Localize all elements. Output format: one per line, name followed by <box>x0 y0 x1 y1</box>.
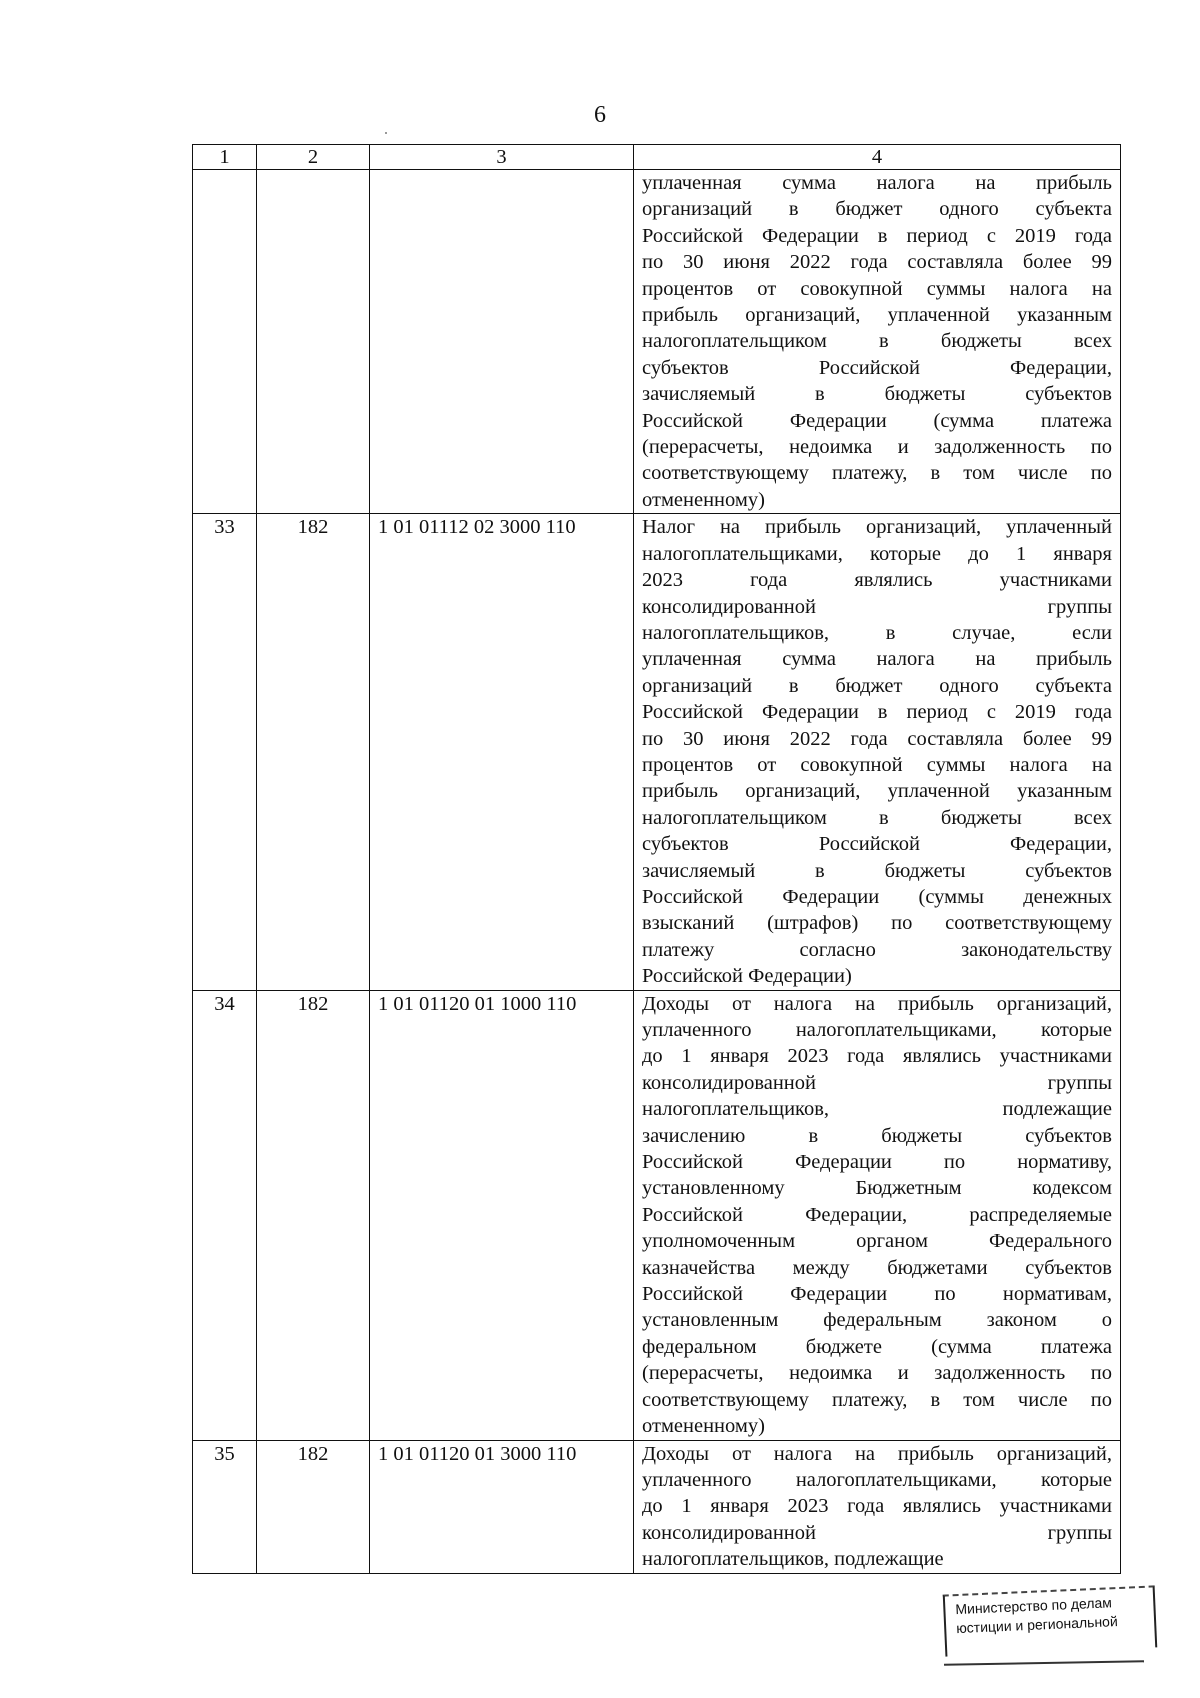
description-line: (перерасчеты, недоимка и задолженность по <box>642 1362 1112 1385</box>
stamp-line-1: Министерство по делам <box>955 1594 1113 1618</box>
description-line: казначейства между бюджетами субъектов <box>642 1256 1112 1279</box>
description-line: по 30 июня 2022 года составляла более 99 <box>642 251 1112 274</box>
table-row <box>193 170 1121 514</box>
description-cell <box>634 170 1121 514</box>
table-row <box>193 1440 1121 1573</box>
description-line: консолидированной группы <box>642 1071 1112 1094</box>
stamp-border <box>944 1660 1144 1665</box>
description-line: налогоплательщиком в бюджеты всех <box>642 330 1112 353</box>
description-line: зачисляемый в бюджеты субъектов <box>642 383 1112 406</box>
kbk-code-cell <box>370 170 634 514</box>
description-line: Налог на прибыль организаций, уплаченный <box>642 516 1112 539</box>
budget-classification-table <box>192 144 1121 1574</box>
table-body <box>193 170 1121 1574</box>
description-line: отмененному) <box>642 1415 765 1438</box>
description-line: Российской Федерации по нормативам, <box>642 1283 1112 1306</box>
page-number: 6 <box>594 102 606 128</box>
admin-code-cell: 182 <box>257 1440 370 1573</box>
header-col-1: 1 <box>193 145 257 170</box>
description-line: до 1 января 2023 года являлись участниками <box>642 1495 1112 1518</box>
description-line: консолидированной группы <box>642 595 1112 618</box>
description-line: зачислению в бюджеты субъектов <box>642 1124 1112 1147</box>
description-line: процентов от совокупной суммы налога на <box>642 753 1112 776</box>
description-line: прибыль организаций, уплаченной указанным <box>642 780 1112 803</box>
description-cell <box>634 1440 1121 1573</box>
description-line: налогоплательщиков, подлежащие <box>642 1548 944 1571</box>
description-line: 2023 года являлись участниками <box>642 569 1112 592</box>
description-line: зачисляемый в бюджеты субъектов <box>642 859 1112 882</box>
header-col-2: 2 <box>257 145 370 170</box>
description-line: уплаченного налогоплательщиками, которые <box>642 1468 1112 1491</box>
description-line: Российской Федерации (суммы денежных <box>642 885 1112 908</box>
description-line: консолидированной группы <box>642 1521 1112 1544</box>
description-line: Российской Федерации в период с 2019 года <box>642 701 1112 724</box>
description-line: отмененному) <box>642 488 765 511</box>
description-cell <box>634 990 1121 1440</box>
description-line: налогоплательщиков, в случае, если <box>642 621 1112 644</box>
description-line: Российской Федерации, распределяемые <box>642 1203 1112 1226</box>
row-number-cell: 35 <box>193 1440 257 1573</box>
stamp-line-2: юстиции и региональной <box>955 1613 1119 1637</box>
description-line: уплаченного налогоплательщиками, которые <box>642 1019 1112 1041</box>
admin-code-cell <box>257 170 370 514</box>
description-line: (перерасчеты, недоимка и задолженность по <box>642 436 1112 459</box>
description-line: федеральном бюджете (сумма платежа <box>642 1335 1112 1358</box>
description-line: уплаченная сумма налога на прибыль <box>642 172 1112 194</box>
description-cell <box>634 514 1121 990</box>
admin-code-cell: 182 <box>257 990 370 1440</box>
description-line: Доходы от налога на прибыль организаций, <box>642 992 1112 1015</box>
description-line: соответствующему платежу, в том числе по <box>642 1388 1112 1411</box>
header-col-4: 4 <box>634 145 1121 170</box>
table-header-row <box>193 145 1121 170</box>
row-number-cell: 34 <box>193 990 257 1440</box>
description-line: субъектов Российской Федерации, <box>642 356 1112 379</box>
description-line: платежу согласно законодательству <box>642 938 1112 961</box>
description-line: установленным федеральным законом о <box>642 1309 1112 1332</box>
row-number-cell: 33 <box>193 514 257 990</box>
description-line: субъектов Российской Федерации, <box>642 833 1112 856</box>
description-line: процентов от совокупной суммы налога на <box>642 277 1112 300</box>
description-line: взысканий (штрафов) по соответствующему <box>642 912 1112 935</box>
kbk-code-cell: 1 01 01120 01 3000 110 <box>370 1440 634 1573</box>
row-number-cell <box>193 170 257 514</box>
description-line: Доходы от налога на прибыль организаций, <box>642 1442 1112 1465</box>
kbk-code-cell: 1 01 01112 02 3000 110 <box>370 514 634 990</box>
description-line: Российской Федерации (сумма платежа <box>642 409 1112 432</box>
description-line: Российской Федерации по нормативу, <box>642 1151 1112 1174</box>
description-line: до 1 января 2023 года являлись участниками <box>642 1045 1112 1068</box>
kbk-code-cell: 1 01 01120 01 1000 110 <box>370 990 634 1440</box>
description-line: организаций в бюджет одного субъекта <box>642 198 1112 221</box>
table-row <box>193 990 1121 1440</box>
description-line: уполномоченным органом Федерального <box>642 1230 1112 1253</box>
description-line: организаций в бюджет одного субъекта <box>642 674 1112 697</box>
description-line: Российской Федерации) <box>642 965 852 988</box>
scan-artifact <box>385 132 387 134</box>
header-col-3: 3 <box>370 145 634 170</box>
description-line: налогоплательщиком в бюджеты всех <box>642 806 1112 829</box>
description-line: по 30 июня 2022 года составляла более 99 <box>642 727 1112 750</box>
admin-code-cell: 182 <box>257 514 370 990</box>
registration-stamp <box>943 1585 1158 1656</box>
description-line: соответствующему платежу, в том числе по <box>642 462 1112 485</box>
description-line: уплаченная сумма налога на прибыль <box>642 648 1112 671</box>
description-line: налогоплательщиками, которые до 1 января <box>642 542 1112 565</box>
description-line: налогоплательщиков, подлежащие <box>642 1098 1112 1121</box>
table-row <box>193 514 1121 990</box>
description-line: Российской Федерации в период с 2019 года <box>642 224 1112 247</box>
description-line: установленному Бюджетным кодексом <box>642 1177 1112 1200</box>
description-line: прибыль организаций, уплаченной указанным <box>642 304 1112 327</box>
